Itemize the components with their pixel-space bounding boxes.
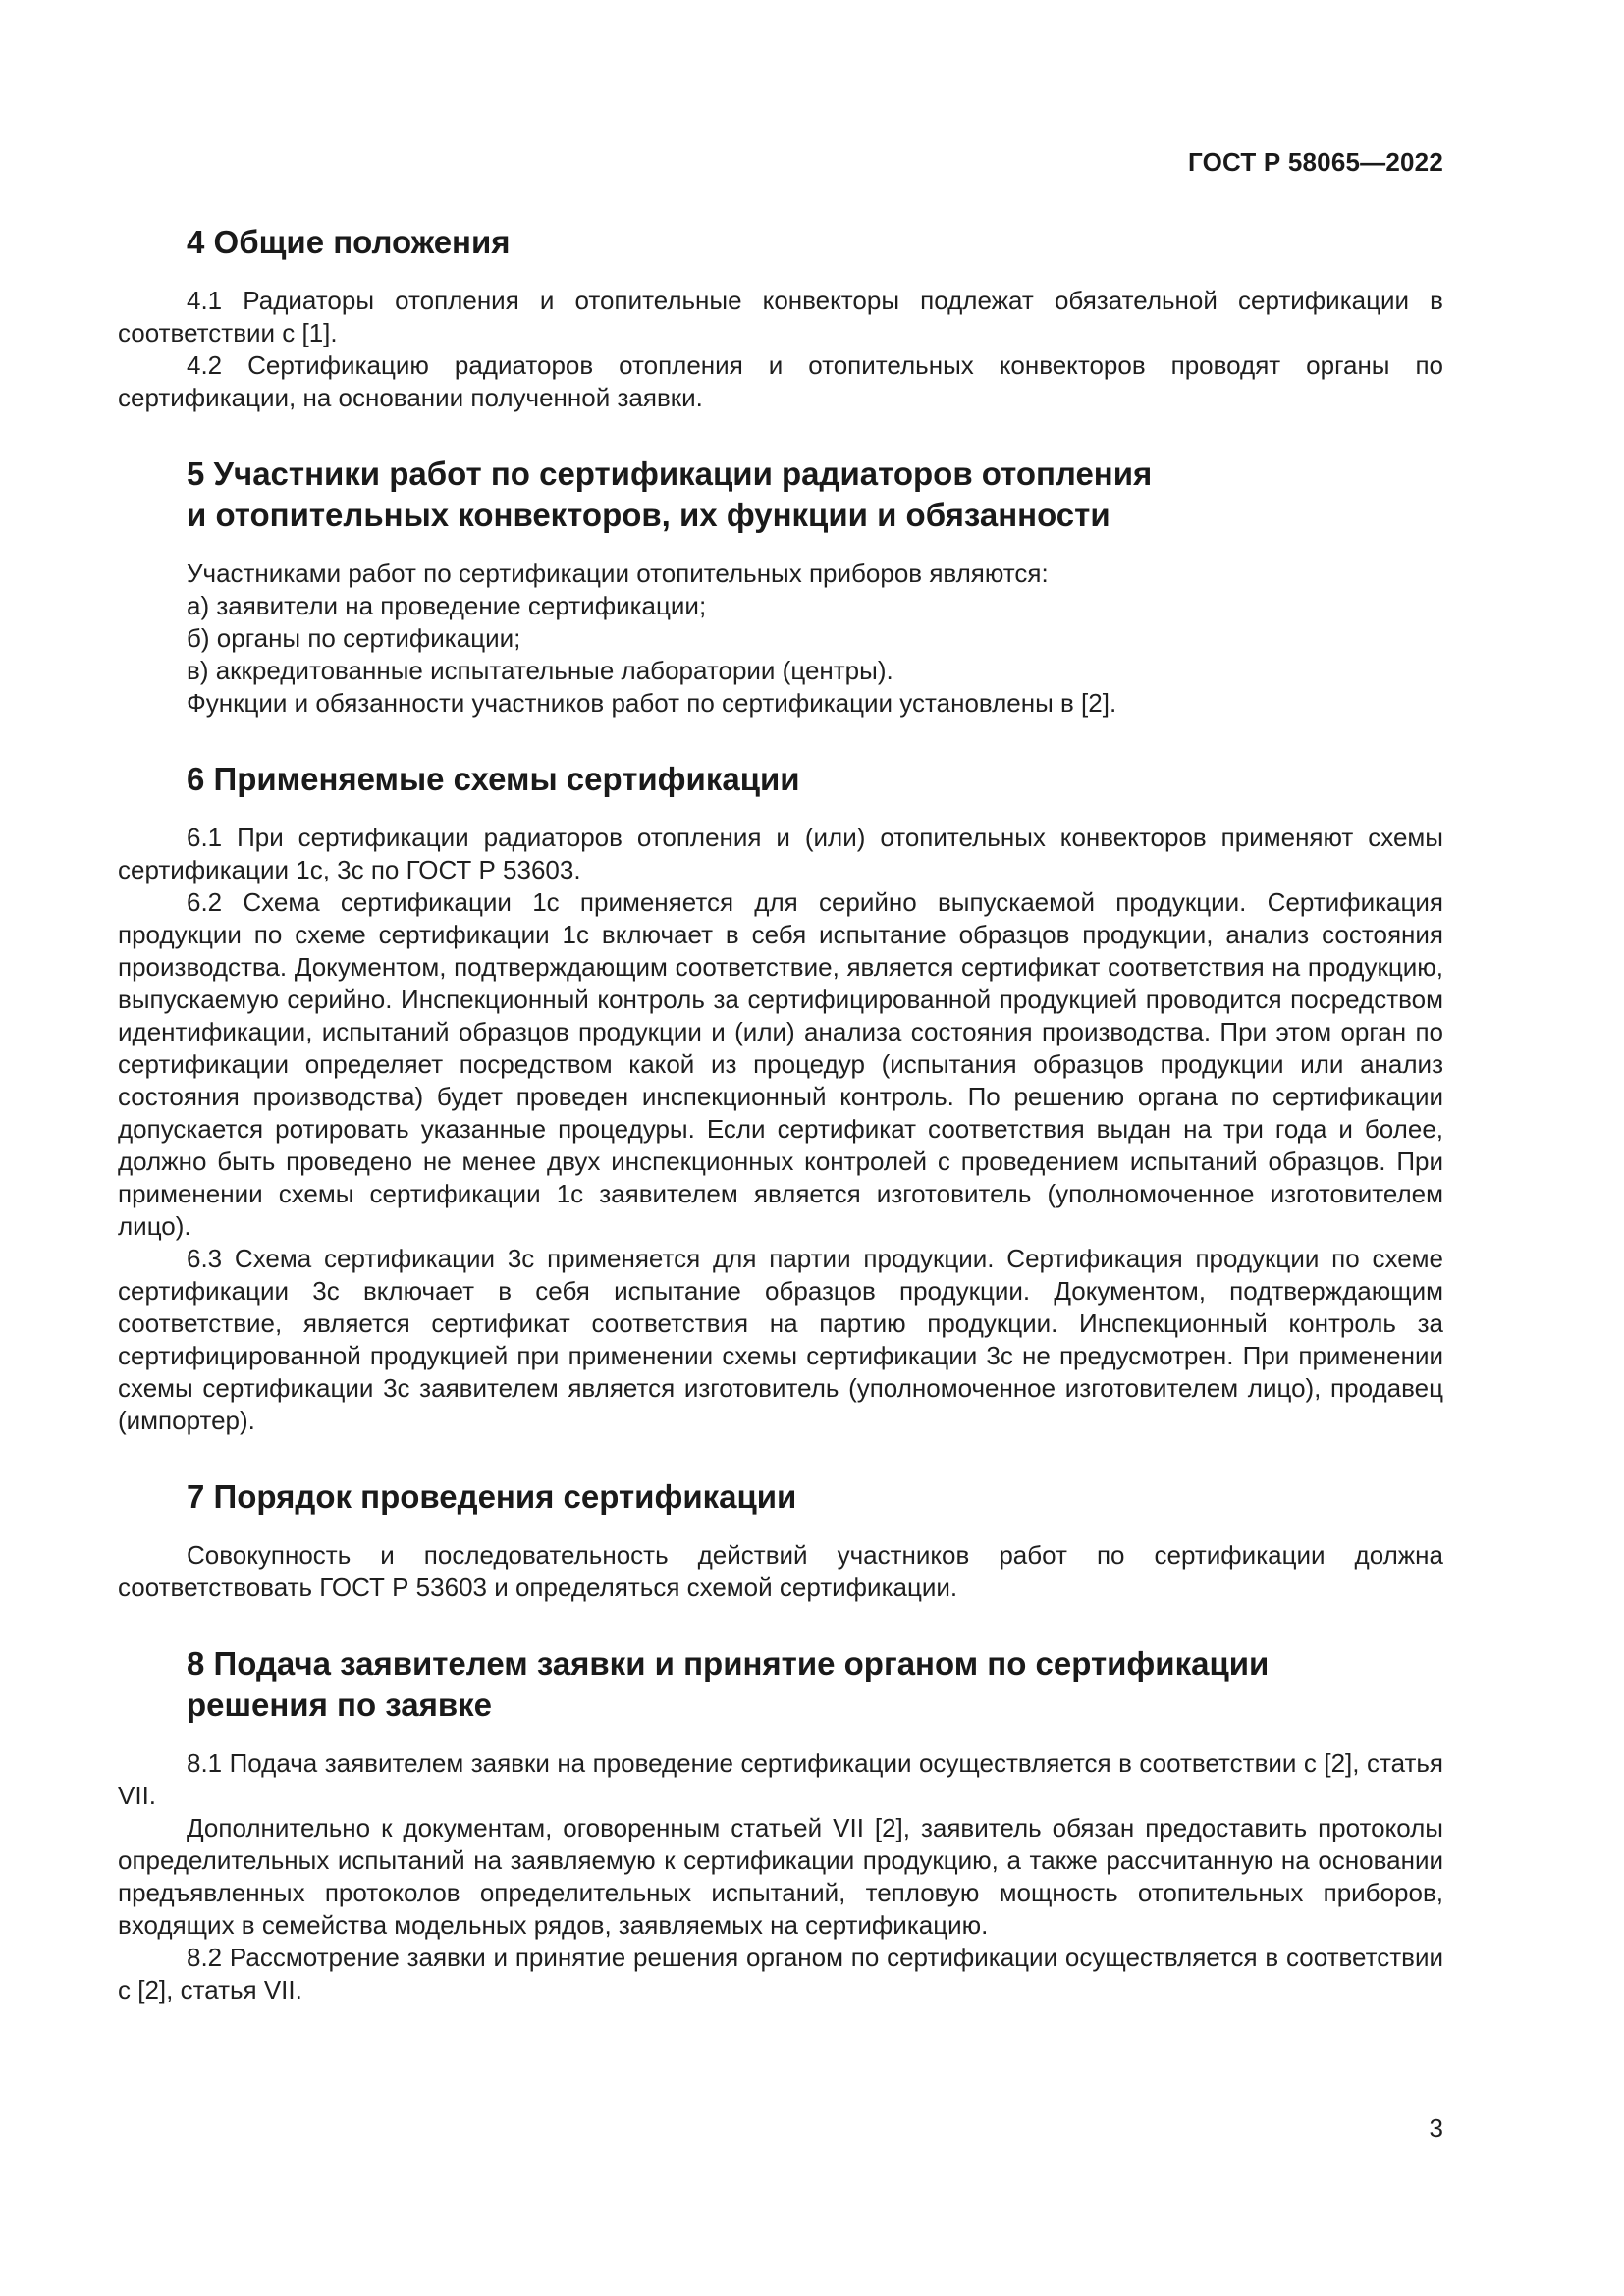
section-5 [118,454,1443,720]
section-4 [118,222,1443,414]
list-item: а) заявители на проведение сертификации; [187,591,707,620]
section-6 [118,759,1443,1437]
section-title [118,1476,1443,1518]
section-title [118,222,1443,263]
section-title-line: и отопительных конвекторов, их функции и обязанности [187,497,1110,533]
section-title [118,1643,1443,1726]
document-body [118,222,1443,2006]
paragraph: 8.1 Подача заявителем заявки на проведение сертификации осуществляется в соответствии с [2], статья VII. [118,1748,1443,1810]
paragraph: Функции и обязанности участников работ по сертификации установлены в [2]. [187,688,1117,718]
section-title-line: решения по заявке [187,1686,493,1723]
paragraph: Участниками работ по сертификации отопительных приборов являются: [187,559,1049,588]
page-number: 3 [1429,2113,1443,2143]
paragraph: 6.3 Схема сертификации 3с применяется для партии продукции. Сертификация продукции по схеме сертификации 3с включает в себя испытание образцов продукции. Документом, подтверждающим соответствие, является сертификат соответствия на партию продукции. Инспекционный контроль за сертифицированной продукцией при применении схемы сертификации 3с не предусмотрен. При применении схемы сертификации 3с заявителем является изготовитель (уполномоченное изготовителем лицо), продавец (импортер). [118,1244,1443,1435]
section-title-line: 5 Участники работ по сертификации радиаторов отопления [187,455,1153,492]
paragraph: 4.2 Сертификацию радиаторов отопления и отопительных конвекторов проводят органы по сертификации, на основании полученной заявки. [118,350,1443,412]
document-id-header: ГОСТ Р 58065—2022 [1188,147,1443,177]
list-item: в) аккредитованные испытательные лаборатории (центры). [187,656,893,685]
section-title-line: 4 Общие положения [187,224,511,260]
paragraph: 6.2 Схема сертификации 1с применяется для серийно выпускаемой продукции. Сертификация продукции по схеме сертификации 1с включает в себя испытание образцов продукции, анализ состояния производства. Документом, подтверждающим соответствие, является сертификат соответствия на продукцию, выпускаемую серийно. Инспекционный контроль за сертифицированной продукцией проводится посредством идентификации, испытаний образцов продукции и (или) анализа состояния производства. При этом орган по сертификации определяет посредством какой из процедур (испытания образцов продукции или анализ состояния производства) будет проведен инспекционный контроль. По решению органа по сертификации допускается ротировать указанные процедуры. Если сертификат соответствия выдан на три года и более, должно быть проведено не менее двух инспекционных контролей с проведением испытаний образцов. При применении схемы сертификации 1с заявителем является изготовитель (уполномоченное изготовителем лицо). [118,887,1443,1241]
paragraph: 6.1 При сертификации радиаторов отопления и (или) отопительных конвекторов применяют схемы сертификации 1с, 3с по ГОСТ Р 53603. [118,823,1443,884]
list-item: б) органы по сертификации; [187,623,521,653]
paragraph: 8.2 Рассмотрение заявки и принятие решения органом по сертификации осуществляется в соответствии с [2], статья VII. [118,1943,1443,2004]
section-8 [118,1643,1443,2006]
section-title [118,759,1443,800]
section-7 [118,1476,1443,1604]
section-title-line: 6 Применяемые схемы сертификации [187,761,800,797]
section-title-line: 7 Порядок проведения сертификации [187,1478,797,1515]
section-title [118,454,1443,536]
paragraph: 4.1 Радиаторы отопления и отопительные конвекторы подлежат обязательной сертификации в соответствии с [1]. [118,286,1443,347]
section-title-line: 8 Подача заявителем заявки и принятие органом по сертификации [187,1645,1270,1682]
paragraph: Совокупность и последовательность действий участников работ по сертификации должна соответствовать ГОСТ Р 53603 и определяться схемой сертификации. [118,1540,1443,1602]
paragraph: Дополнительно к документам, оговоренным статьей VII [2], заявитель обязан предоставить протоколы определительных испытаний на заявляемую к сертификации продукцию, а также рассчитанную на основании предъявленных протоколов определительных испытаний, тепловую мощность отопительных приборов, входящих в семейства модельных рядов, заявляемых на сертификацию. [118,1813,1443,1940]
